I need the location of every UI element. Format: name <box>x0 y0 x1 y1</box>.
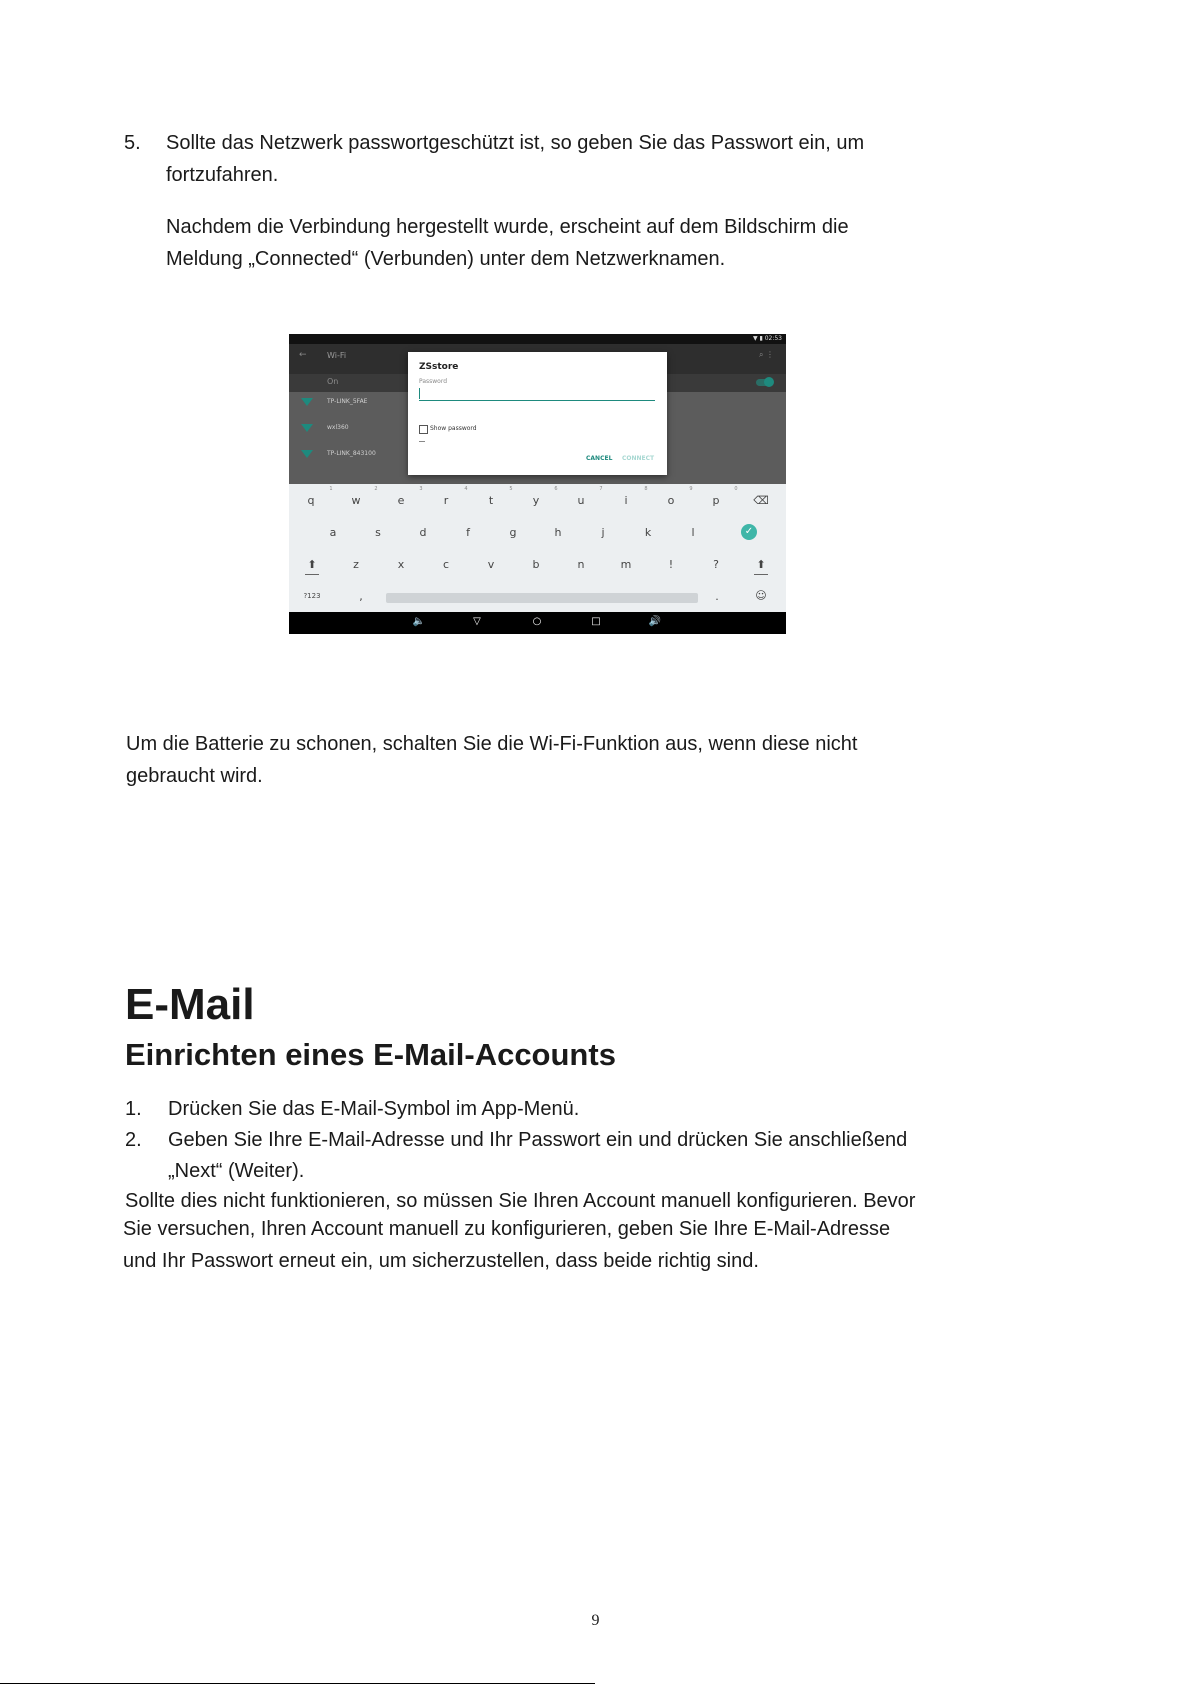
password-label: Password <box>419 378 448 385</box>
key-hint: 4 <box>464 486 468 492</box>
status-bar <box>289 334 786 344</box>
dialog-title: ZSstore <box>419 362 459 372</box>
emoji-icon: ☺ <box>755 589 767 602</box>
key: a <box>329 526 337 539</box>
email-note-line3: und Ihr Passwort erneut ein, um sicherzustellen, dass beide richtig sind. <box>123 1250 759 1272</box>
period-key: . <box>715 590 719 603</box>
key: y <box>532 494 540 507</box>
key: o <box>667 494 675 507</box>
step5-line3: Nachdem die Verbindung hergestellt wurde, erscheint auf dem Bildschirm die <box>166 216 849 238</box>
volume-up-icon: 🔊 <box>648 616 662 627</box>
back-arrow-icon: ← <box>299 350 307 360</box>
email-note-line2: Sie versuchen, Ihren Account manuell zu konfigurieren, geben Sie Ihre E-Mail-Adresse <box>123 1218 891 1240</box>
step5-line2: fortzufahren. <box>166 164 279 186</box>
key: u <box>577 494 585 507</box>
on-screen-keyboard <box>289 484 786 612</box>
shift-icon: ⬆ <box>307 558 317 571</box>
password-input <box>419 388 655 401</box>
wifi-screenshot <box>289 334 786 634</box>
key-hint: 0 <box>734 486 738 492</box>
key: t <box>488 494 494 507</box>
key-hint: 2 <box>374 486 378 492</box>
status-time: ▼ ▮ 02:53 <box>752 335 782 342</box>
shift-icon: ⬆ <box>756 558 766 571</box>
wifi-toggle <box>756 379 772 386</box>
step5-line4: Meldung „Connected“ (Verbunden) unter dem Netzwerknamen. <box>166 248 726 270</box>
network-name: wxl360 <box>327 424 349 431</box>
key: v <box>487 558 495 571</box>
step-number: 5. <box>124 132 141 154</box>
key: b <box>532 558 540 571</box>
key-hint: 3 <box>419 486 423 492</box>
backspace-icon: ⌫ <box>753 494 769 507</box>
wifi-signal-icon <box>301 450 313 458</box>
email-step2-line2: „Next“ (Weiter). <box>168 1160 305 1182</box>
battery-note-line2: gebraucht wird. <box>126 765 263 787</box>
wifi-on-label: On <box>327 377 339 386</box>
text-caret <box>419 388 420 399</box>
key: e <box>397 494 405 507</box>
battery-note-line1: Um die Batterie zu schonen, schalten Sie die Wi-Fi-Funktion aus, wenn diese nicht <box>126 733 858 755</box>
symbols-key: ?123 <box>303 592 321 600</box>
footer-rule <box>0 1683 595 1684</box>
key: c <box>442 558 450 571</box>
key-hint: 7 <box>599 486 603 492</box>
key: r <box>443 494 449 507</box>
connect-button: CONNECT <box>622 455 655 462</box>
key: ? <box>713 558 719 571</box>
cancel-button: CANCEL <box>586 455 613 462</box>
shift-underline <box>754 574 768 575</box>
volume-down-icon: 🔈 <box>412 616 426 627</box>
step-number: 1. <box>125 1098 142 1120</box>
network-name: TP-LINK_843100 <box>327 450 376 457</box>
key-hint: 1 <box>329 486 333 492</box>
key: ! <box>668 558 674 571</box>
recents-icon: □ <box>591 616 601 627</box>
back-icon: ▽ <box>473 616 481 627</box>
shift-underline <box>305 574 319 575</box>
key: g <box>509 526 517 539</box>
wifi-signal-icon <box>301 424 313 432</box>
wifi-signal-icon <box>301 398 313 406</box>
key-hint: 9 <box>689 486 693 492</box>
step-number: 2. <box>125 1129 142 1151</box>
key: j <box>601 526 605 539</box>
key: p <box>712 494 720 507</box>
home-icon: ○ <box>532 616 542 627</box>
key: i <box>624 494 628 507</box>
key: z <box>353 558 359 571</box>
password-dialog <box>408 352 667 475</box>
key-hint: 5 <box>509 486 513 492</box>
key: q <box>307 494 315 507</box>
email-note-line1: Sollte dies nicht funktionieren, so müssen Sie Ihren Account manuell konfigurieren. Bevor <box>125 1190 916 1212</box>
email-step1: Drücken Sie das E-Mail-Symbol im App-Menü. <box>168 1098 580 1120</box>
key: h <box>554 526 562 539</box>
spacebar <box>386 593 698 603</box>
key: x <box>397 558 405 571</box>
key: k <box>644 526 652 539</box>
search-icon: ⌕ ⋮ <box>758 350 774 359</box>
key-hint: 8 <box>644 486 648 492</box>
key: l <box>691 526 695 539</box>
comma-key: , <box>359 590 363 603</box>
network-name: TP-LINK_5FAE <box>327 398 368 405</box>
page-number: 9 <box>591 1612 600 1629</box>
key: m <box>620 558 632 571</box>
section-heading: E-Mail <box>125 980 255 1029</box>
key: d <box>419 526 427 539</box>
step5-line1: Sollte das Netzwerk passwortgeschützt ist, so geben Sie das Passwort ein, um <box>166 132 865 154</box>
enter-check-icon: ✓ <box>741 524 757 540</box>
navigation-bar <box>289 612 786 634</box>
show-password-label: Show password <box>430 425 477 432</box>
wifi-title: Wi-Fi <box>327 351 347 360</box>
email-step2-line1: Geben Sie Ihre E-Mail-Adresse und Ihr Passwort ein und drücken Sie anschließend <box>168 1129 908 1151</box>
show-password-checkbox <box>419 425 428 434</box>
key: s <box>375 526 381 539</box>
key: w <box>351 494 361 507</box>
section-subheading: Einrichten eines E-Mail-Accounts <box>125 1037 616 1072</box>
key: f <box>466 526 470 539</box>
key: n <box>577 558 585 571</box>
key-hint: 6 <box>554 486 558 492</box>
divider <box>419 441 425 442</box>
